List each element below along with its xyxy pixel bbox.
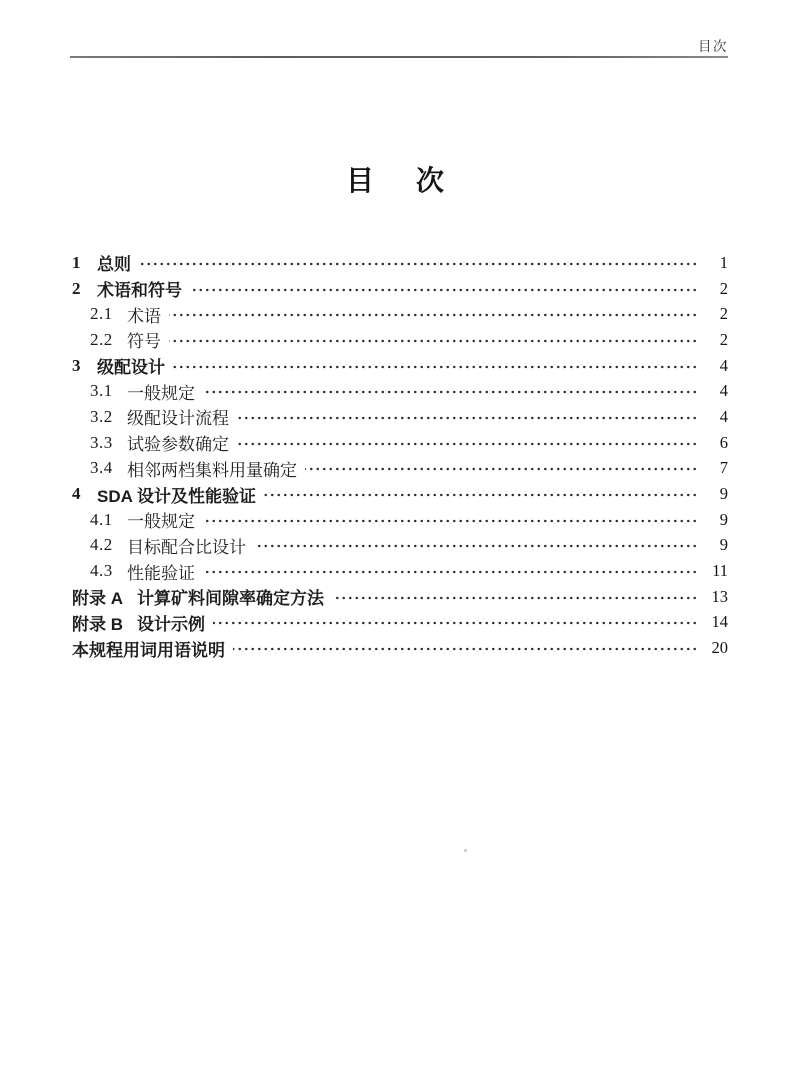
- toc-entry-number: 3.2: [90, 406, 113, 426]
- toc-entry-page: 11: [712, 561, 728, 581]
- page-title: [0, 168, 790, 196]
- toc-entry-number: 2: [72, 278, 81, 298]
- toc-entry: [72, 353, 728, 379]
- toc-entry-number: 2.1: [90, 304, 113, 324]
- toc-entry-page: 7: [719, 458, 728, 478]
- toc-entry-page: 13: [711, 586, 728, 606]
- toc-entry-label: 术语: [127, 306, 161, 326]
- page-title-char: 次: [416, 166, 445, 197]
- toc-entry-number: 附录 B: [72, 614, 123, 634]
- toc-entry-number: 3.4: [90, 458, 113, 478]
- toc-entry-page: 9: [719, 484, 728, 504]
- dot-leader: [139, 260, 698, 268]
- toc-entry: [72, 250, 728, 276]
- toc-entry-label: 一般规定: [127, 512, 195, 532]
- toc-entry: [72, 533, 728, 559]
- toc-entry: [72, 558, 728, 584]
- toc-entry: [72, 610, 728, 636]
- toc-entry: [72, 584, 728, 610]
- toc-entry-label: 计算矿料间隙率确定方法: [137, 589, 324, 609]
- toc-entry-page: 2: [719, 329, 728, 349]
- dot-leader: [237, 414, 698, 422]
- toc-entry: [72, 456, 728, 482]
- dot-leader: [264, 491, 698, 499]
- header-rule: [70, 56, 728, 58]
- toc-entry-page: 1: [719, 252, 728, 272]
- dot-leader: [305, 465, 698, 473]
- toc-entry: [72, 507, 728, 533]
- toc-entry: [72, 404, 728, 430]
- dot-leader: [169, 311, 698, 319]
- toc-entry-page: 9: [719, 535, 728, 555]
- toc-entry-page: 4: [719, 381, 728, 401]
- toc-entry-number: 4.1: [90, 509, 113, 529]
- toc-entry-number: 4: [72, 484, 81, 504]
- toc-entry-page: 14: [711, 612, 728, 632]
- dot-leader: [203, 568, 698, 576]
- toc-entry-number: 1: [72, 252, 81, 272]
- dot-leader: [233, 645, 698, 653]
- dot-leader: [190, 286, 698, 294]
- toc-entry-number: 2.2: [90, 329, 113, 349]
- toc-entry-label: SDA 设计及性能验证: [97, 486, 256, 506]
- toc-entry-label: 性能验证: [127, 563, 195, 583]
- dot-leader: [203, 388, 698, 396]
- toc-entry-page: 9: [719, 509, 728, 529]
- toc-entry: [72, 481, 728, 507]
- page-title-char: 目: [345, 166, 374, 197]
- toc-entry-label: 级配设计流程: [127, 409, 229, 429]
- toc-entry-label: 术语和符号: [97, 281, 182, 301]
- toc-entry-label: 级配设计: [97, 358, 165, 378]
- toc-entry-label: 符号: [127, 332, 161, 352]
- dot-leader: [332, 594, 698, 602]
- toc-entry: [72, 301, 728, 327]
- dot-leader: [237, 440, 698, 448]
- toc-entry: [72, 276, 728, 302]
- running-header: 目次: [698, 39, 728, 54]
- toc-entry-number: 3.3: [90, 432, 113, 452]
- toc-entry-label: 试验参数确定: [127, 435, 229, 455]
- dot-leader: [203, 517, 698, 525]
- toc-entry-label: 设计示例: [137, 614, 205, 634]
- toc-entry-number: 3.1: [90, 381, 113, 401]
- toc-entry-page: 2: [719, 278, 728, 298]
- toc-entry: [72, 378, 728, 404]
- scan-artifact-dot: [464, 849, 467, 852]
- dot-leader: [169, 337, 698, 345]
- toc-entry-number: 3: [72, 355, 81, 375]
- toc-entry-number: 4.2: [90, 535, 113, 555]
- toc-entry-label: 本规程用词用语说明: [72, 640, 225, 660]
- toc-entry-label: 目标配合比设计: [127, 537, 246, 557]
- toc-entry-page: 6: [719, 432, 728, 452]
- toc-entry-page: 20: [711, 638, 728, 658]
- toc-entry-page: 4: [719, 355, 728, 375]
- toc-entry-label: 总则: [97, 255, 131, 275]
- dot-leader: [173, 363, 698, 371]
- dot-leader: [213, 619, 698, 627]
- toc-entry-label: 一般规定: [127, 383, 195, 403]
- toc-entry: [72, 430, 728, 456]
- toc-entry: [72, 327, 728, 353]
- dot-leader: [254, 542, 698, 550]
- toc-entry-number: 4.3: [90, 561, 113, 581]
- toc-entry-number: 附录 A: [72, 589, 123, 609]
- toc-entry: [72, 635, 728, 661]
- toc-entry-page: 4: [719, 406, 728, 426]
- table-of-contents: [72, 250, 728, 661]
- toc-entry-page: 2: [719, 304, 728, 324]
- toc-entry-label: 相邻两档集料用量确定: [127, 460, 297, 480]
